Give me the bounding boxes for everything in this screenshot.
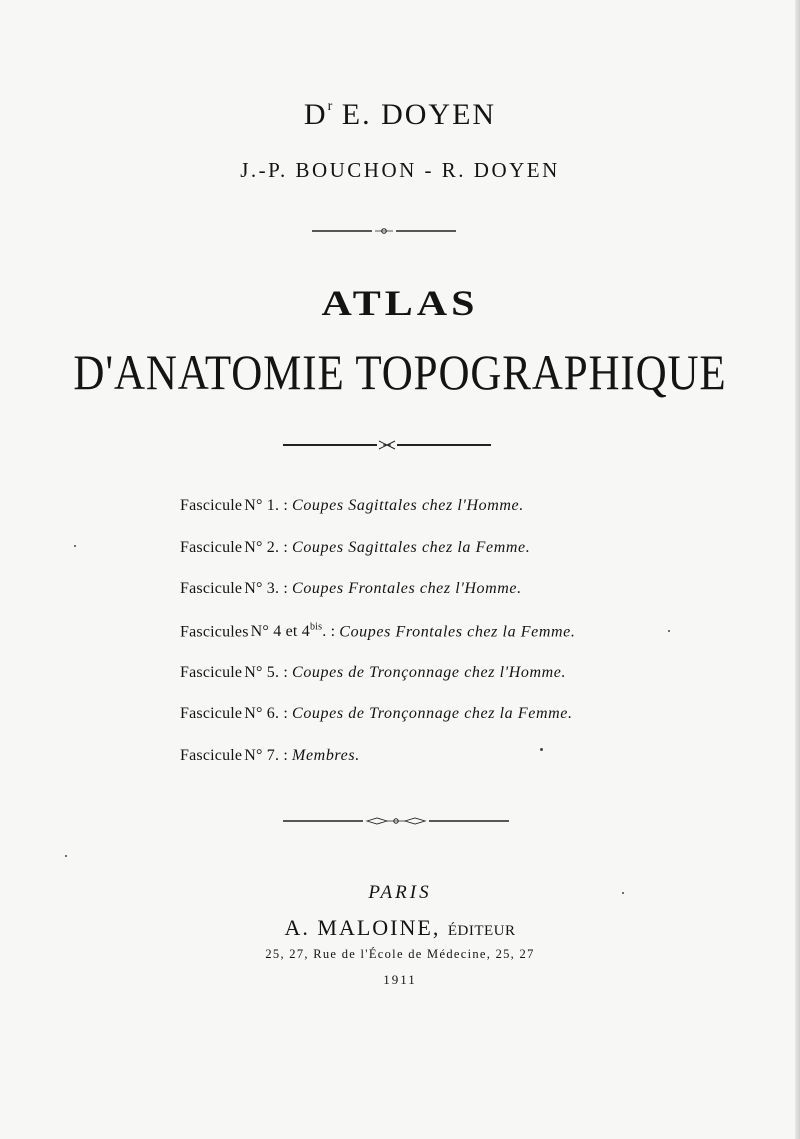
paper-speck bbox=[622, 892, 624, 894]
fascicule-description: Coupes Frontales chez l'Homme. bbox=[292, 580, 522, 597]
fascicule-item-6 bbox=[180, 705, 573, 723]
author-name: E. DOYEN bbox=[341, 98, 497, 131]
fascicule-label: Fascicule bbox=[180, 747, 243, 764]
coauthors: J.-P. BOUCHON - R. DOYEN bbox=[240, 158, 560, 182]
fascicule-label: Fascicule bbox=[180, 705, 243, 722]
fascicule-item-2 bbox=[180, 539, 530, 557]
fascicule-number-bis: bis bbox=[309, 622, 323, 633]
fascicule-number: N° 7. : bbox=[244, 747, 289, 764]
fascicule-description: Coupes Sagittales chez l'Homme. bbox=[292, 497, 524, 514]
fascicule-number: N° 6. : bbox=[244, 705, 289, 722]
imprint-year: 1911 bbox=[383, 972, 417, 987]
title-atlas: ATLAS bbox=[321, 284, 479, 324]
fascicule-description: Coupes de Tronçonnage chez la Femme. bbox=[292, 705, 573, 722]
fascicule-item-1 bbox=[180, 497, 524, 515]
divider-ornament-3 bbox=[283, 814, 509, 828]
paper-speck bbox=[74, 545, 76, 547]
fascicule-item-3 bbox=[180, 580, 522, 598]
author-prefix-superscript: r bbox=[327, 99, 333, 114]
imprint-city: PARIS bbox=[368, 882, 432, 903]
fascicule-number bbox=[251, 623, 336, 640]
fascicule-item-4 bbox=[180, 622, 575, 641]
main-author bbox=[0, 98, 800, 132]
fascicule-item-7 bbox=[180, 747, 360, 765]
fascicule-label: Fascicules bbox=[180, 623, 249, 641]
title-main: D'ANATOMIE TOPOGRAPHIQUE bbox=[73, 344, 727, 400]
fascicule-number: N° 2. : bbox=[244, 539, 289, 556]
paper-speck bbox=[540, 748, 543, 751]
fascicule-label: Fascicule bbox=[180, 539, 243, 556]
publisher-name: A. MALOINE, bbox=[284, 915, 441, 940]
fascicule-number: N° 5. : bbox=[244, 664, 289, 681]
fascicule-description: Coupes Frontales chez la Femme. bbox=[339, 623, 576, 641]
fascicule-number: N° 3. : bbox=[244, 580, 289, 597]
fascicule-description: Coupes Sagittales chez la Femme. bbox=[292, 539, 531, 556]
imprint-publisher bbox=[0, 915, 800, 941]
fascicule-label: Fascicule bbox=[180, 664, 243, 681]
divider-ornament-2 bbox=[283, 438, 491, 452]
publisher-role: ÉDITEUR bbox=[447, 923, 516, 939]
fascicule-label: Fascicule bbox=[180, 580, 243, 597]
author-prefix: D bbox=[303, 98, 328, 131]
fascicule-description: Coupes de Tronçonnage chez l'Homme. bbox=[292, 664, 567, 681]
paper-speck bbox=[65, 855, 67, 857]
paper-speck bbox=[668, 630, 670, 632]
fascicule-label: Fascicule bbox=[180, 497, 243, 514]
fascicule-item-5 bbox=[180, 664, 566, 682]
fascicule-number-end: . : bbox=[322, 623, 336, 641]
fascicule-number: N° 1. : bbox=[244, 497, 289, 514]
fascicule-description: Membres. bbox=[292, 747, 360, 764]
fascicule-number-main: N° 4 et 4 bbox=[250, 623, 310, 641]
divider-ornament-1 bbox=[312, 225, 456, 237]
imprint-address: 25, 27, Rue de l'École de Médecine, 25, 27 bbox=[265, 947, 535, 961]
